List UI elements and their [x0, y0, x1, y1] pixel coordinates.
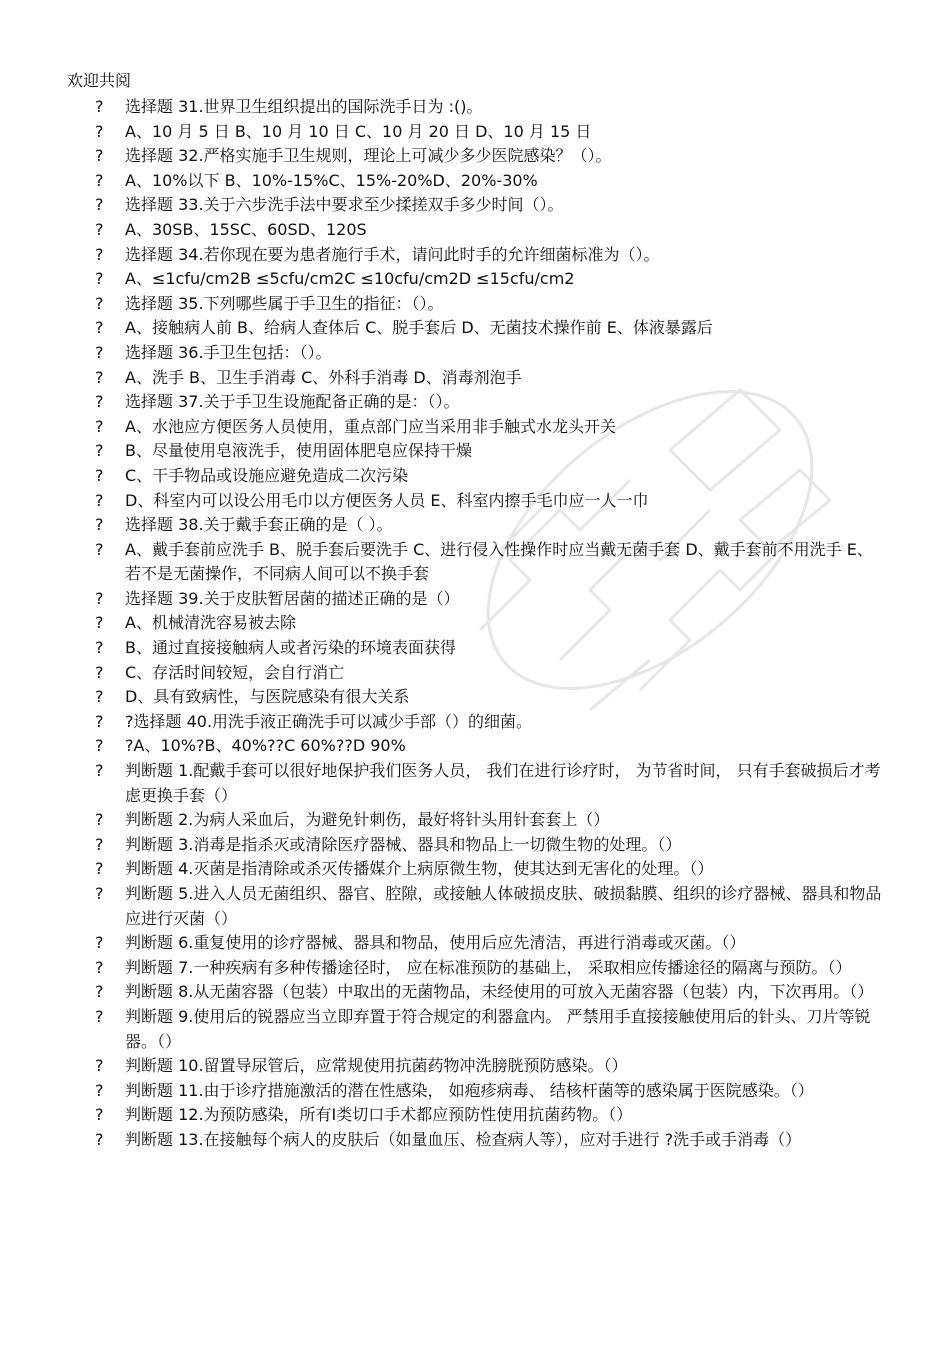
question-line	[0, 292, 950, 317]
question-line	[0, 1054, 950, 1079]
question-line	[0, 366, 950, 391]
question-line	[0, 661, 950, 686]
line-text: 选择题 37.关于手卫生设施配备正确的是：（）。	[125, 392, 460, 412]
question-line	[0, 759, 950, 808]
line-text: 选择题 32.严格实施手卫生规则，理论上可减少多少医院感染？（）。	[125, 146, 612, 166]
question-line	[0, 857, 950, 882]
question-line	[0, 415, 950, 440]
line-text: A、洗手 B、卫生手消毒 C、外科手消毒 D、消毒剂泡手	[125, 367, 522, 387]
question-line	[0, 734, 950, 759]
bullet-mark: ?	[95, 416, 104, 436]
bullet-mark: ?	[95, 1080, 104, 1100]
question-line	[0, 341, 950, 366]
line-text: C、存活时间较短，会自行消亡	[125, 662, 345, 682]
line-text: 判断题 7.一种疾病有多种传播途径时， 应在标准预防的基础上， 采取相应传播途径的隔离与预防。（）	[125, 957, 852, 977]
bullet-mark: ?	[95, 219, 104, 239]
bullet-mark: ?	[95, 1105, 104, 1125]
line-text: B、尽量使用皂液洗手，使用固体肥皂应保持干燥	[125, 441, 472, 461]
question-line	[0, 218, 950, 243]
bullet-mark: ?	[95, 1056, 104, 1076]
bullet-mark: ?	[95, 859, 104, 879]
question-line	[0, 1079, 950, 1104]
line-text: 判断题 8.从无菌容器（包装）中取出的无菌物品，未经使用的可放入无菌容器（包装）内，下次再用。（）	[125, 982, 874, 1002]
line-text: 选择题 31.世界卫生组织提出的国际洗手日为 :()。	[125, 97, 483, 116]
question-line	[0, 931, 950, 956]
line-text: 选择题 36.手卫生包括：（）。	[125, 342, 332, 362]
bullet-mark: ?	[95, 1129, 104, 1149]
question-line	[0, 808, 950, 833]
line-text: A、30SB、15SC、60SD、120S	[125, 219, 367, 239]
line-text: 判断题 5.进入人员无菌组织、器官、腔隙，或接触人体破损皮肤、破损黏膜、组织的诊疗器械、器具和物品应进行灭菌（）	[125, 884, 882, 928]
line-text: 判断题 9.使用后的锐器应当立即弃置于符合规定的利器盒内。 严禁用手直接接触使用后的针头、刀片等锐器。（）	[125, 1006, 871, 1051]
bullet-mark: ?	[95, 638, 104, 658]
line-text: A、机械清洗容易被去除	[125, 613, 296, 633]
line-text: A、戴手套前应洗手 B、脱手套后要洗手 C、进行侵入性操作时应当戴无菌手套 D、戴手套前不用洗手 E、若不是无菌操作，不同病人间可以不换手套	[125, 539, 873, 584]
question-line	[0, 980, 950, 1005]
question-line	[0, 636, 950, 661]
bullet-mark: ?	[95, 1006, 104, 1026]
line-text: A、10%以下 B、10%-15%C、15%-20%D、20%-30%	[125, 170, 538, 190]
question-line	[0, 120, 950, 145]
line-text: 选择题 34.若你现在要为患者施行手术，请问此时手的允许细菌标准为（）。	[125, 244, 660, 264]
question-line	[0, 95, 950, 120]
bullet-mark: ?	[95, 761, 104, 781]
question-line	[0, 243, 950, 268]
page-header: 欢迎共阅	[67, 71, 132, 90]
question-line	[0, 685, 950, 710]
bullet-mark: ?	[95, 269, 104, 289]
bullet-mark: ?	[95, 97, 104, 116]
question-line	[0, 193, 950, 218]
bullet-mark: ?	[95, 170, 104, 190]
bullet-mark: ?	[95, 662, 104, 682]
line-text: 判断题 10.留置导尿管后，应常规使用抗菌药物冲洗膀胱预防感染。（）	[125, 1056, 628, 1076]
line-text: 判断题 4.灭菌是指清除或杀灭传播媒介上病原微生物，使其达到无害化的处理。（）	[125, 859, 714, 879]
question-line	[0, 611, 950, 636]
line-text: ?A、10%?B、40%??C 60%??D 90%	[125, 736, 406, 756]
line-text: A、10 月 5 日 B、10 月 10 日 C、10 月 20 日 D、10 月 15 日	[125, 121, 592, 141]
bullet-mark: ?	[95, 736, 104, 756]
bullet-mark: ?	[95, 810, 104, 830]
line-text: C、干手物品或设施应避免造成二次污染	[125, 465, 409, 485]
question-line	[0, 587, 950, 612]
question-line	[0, 390, 950, 415]
line-text: 判断题 12.为预防感染，所有Ⅰ类切口手术都应预防性使用抗菌药物。（）	[125, 1105, 633, 1125]
question-line	[0, 833, 950, 858]
line-text: 判断题 1.配戴手套可以很好地保护我们医务人员， 我们在进行诊疗时， 为节省时间， 只有手套破损后才考虑更换手套（）	[125, 761, 881, 805]
line-text: 选择题 33.关于六步洗手法中要求至少揉搓双手多少时间（）。	[125, 195, 564, 215]
question-line	[0, 1005, 950, 1054]
question-line	[0, 267, 950, 292]
question-line	[0, 956, 950, 981]
question-line	[0, 1103, 950, 1128]
question-line	[0, 513, 950, 538]
line-text: B、通过直接接触病人或者污染的环境表面获得	[125, 638, 456, 658]
question-line	[0, 1128, 950, 1153]
bullet-mark: ?	[95, 982, 104, 1002]
bullet-mark: ?	[95, 244, 104, 264]
bullet-mark: ?	[95, 293, 104, 313]
line-text: D、具有致病性，与医院感染有很大关系	[125, 687, 410, 707]
line-text: 选择题 35.下列哪些属于手卫生的指征：（）。	[125, 293, 444, 313]
question-line	[0, 538, 950, 587]
bullet-mark: ?	[95, 884, 104, 903]
bullet-mark: ?	[95, 146, 104, 166]
question-line	[0, 169, 950, 194]
bullet-mark: ?	[95, 195, 104, 215]
bullet-mark: ?	[95, 342, 104, 362]
bullet-mark: ?	[95, 121, 104, 141]
bullet-mark: ?	[95, 613, 104, 633]
bullet-mark: ?	[95, 588, 104, 608]
line-text: D、科室内可以设公用毛巾以方便医务人员 E、科室内擦手毛巾应一人一巾	[125, 490, 649, 510]
line-text: A、水池应方便医务人员使用，重点部门应当采用非手触式水龙头开关	[125, 416, 616, 436]
bullet-mark: ?	[95, 933, 104, 953]
bullet-mark: ?	[95, 515, 104, 535]
question-line	[0, 489, 950, 514]
line-text: ?选择题 40.用洗手液正确洗手可以减少手部（）的细菌。	[125, 711, 533, 731]
line-text: 判断题 13.在接触每个病人的皮肤后（如量血压、检查病人等），应对手进行 ?洗手或手消毒（）	[125, 1129, 802, 1149]
line-text: A、≤1cfu/cm2B ≤5cfu/cm2C ≤10cfu/cm2D ≤15cfu/cm2	[125, 269, 575, 289]
question-line	[0, 464, 950, 489]
question-line	[0, 882, 950, 931]
bullet-mark: ?	[95, 490, 104, 510]
bullet-mark: ?	[95, 539, 104, 559]
question-line	[0, 710, 950, 735]
bullet-mark: ?	[95, 687, 104, 707]
bullet-mark: ?	[95, 318, 104, 338]
bullet-mark: ?	[95, 392, 104, 412]
question-line	[0, 439, 950, 464]
bullet-mark: ?	[95, 441, 104, 461]
line-text: 判断题 2.为病人采血后，为避免针刺伤，最好将针头用针套套上（）	[125, 810, 610, 830]
line-text: 选择题 38.关于戴手套正确的是（ ）。	[125, 515, 393, 535]
bullet-mark: ?	[95, 367, 104, 387]
bullet-mark: ?	[95, 465, 104, 485]
line-text: 判断题 11.由于诊疗措施激活的潜在性感染， 如疱疹病毒、 结核杆菌等的感染属于医院感染。（）	[125, 1080, 814, 1100]
question-line	[0, 316, 950, 341]
line-text: 判断题 6.重复使用的诊疗器械、器具和物品，使用后应先清洁，再进行消毒或灭菌。（）	[125, 933, 746, 953]
line-text: A、接触病人前 B、给病人查体后 C、脱手套后 D、无菌技术操作前 E、体液暴露后	[125, 318, 713, 338]
bullet-mark: ?	[95, 711, 104, 731]
question-line	[0, 144, 950, 169]
bullet-mark: ?	[95, 957, 104, 977]
line-text: 判断题 3.消毒是指杀灭或清除医疗器械、器具和物品上一切微生物的处理。（）	[125, 834, 682, 854]
bullet-mark: ?	[95, 834, 104, 854]
line-text: 选择题 39.关于皮肤暂居菌的描述正确的是（）	[125, 588, 460, 608]
question-list	[0, 95, 950, 1153]
